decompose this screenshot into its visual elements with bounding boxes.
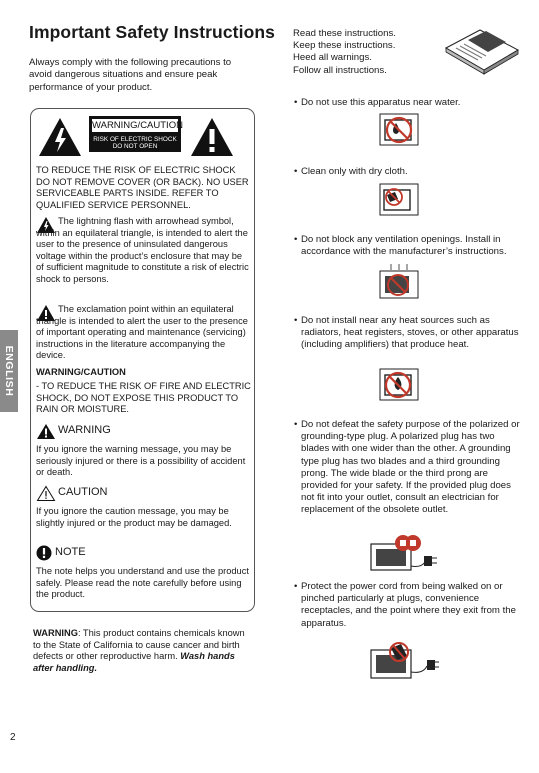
prop65-label: WARNING <box>33 628 78 638</box>
read-line: Follow all instructions. <box>293 64 387 76</box>
fire-notice: - TO REDUCE THE RISK OF FIRE AND ELECTRIC SHOCK, DO NOT EXPOSE THIS PRODUCT TO RAIN OR MOISTURE. <box>36 381 251 415</box>
exclamation-triangle-icon <box>189 116 235 158</box>
warning-label-sub2: DO NOT OPEN <box>112 143 158 151</box>
note-text: The note helps you understand and use the product safely. Please read the note carefully before using the product. <box>36 566 249 600</box>
bullet-ventilation: • Do not block any ventilation openings. Install in accordance with the manufacturer’s instructions. <box>301 234 521 258</box>
heat-icon <box>379 368 419 401</box>
warning-label-top: WARNING/CAUTION <box>92 120 183 131</box>
page-number: 2 <box>10 732 16 743</box>
cloth-icon <box>379 183 419 216</box>
bullet-plug: • Do not defeat the safety purpose of the polarized or grounding-type plug. A polarized plug has two blades with one wider than the other. A grounding type plug has two blades and a third grounding prong. The wide blade or the third prong are provided for your safety. If the provided plug does not fit into your outlet, consult an electrician for replacement of the obsolete outlet. <box>301 419 521 517</box>
read-line: Read these instructions. <box>293 28 396 39</box>
caution-text: If you ignore the caution message, you may be slightly injured or the product may be damaged. <box>36 506 232 528</box>
language-tab-label: ENGLISH <box>3 345 15 397</box>
ventilation-icon <box>379 264 419 299</box>
read-line: Heed all warnings. <box>293 52 372 64</box>
lightning-text: The lightning flash with arrowhead symbol, within an equilateral triangle, is intended to alert the user to the presence of uninsulated dangerous voltage within the product’s enclosure that may be of sufficient magnitude to constitute a risk of electric shock to persons. <box>36 216 249 284</box>
page-title: Important Safety Instructions <box>29 22 275 42</box>
water-icon <box>379 113 419 146</box>
cord-icon <box>369 642 441 682</box>
bullet-water: • Do not use this apparatus near water. <box>301 97 521 109</box>
warning-text: If you ignore the warning message, you may be seriously injured or there is a possibility of accident or death. <box>36 444 246 478</box>
book-icon <box>442 26 522 76</box>
caution-icon <box>36 485 56 502</box>
shock-notice: TO REDUCE THE RISK OF ELECTRIC SHOCK DO NOT REMOVE COVER (OR BACK). NO USER SERVICEABLE PARTS INSIDE. REFER TO QUALIFIED SERVICE PERSONNEL. <box>36 165 249 210</box>
plug-icon <box>369 534 441 574</box>
warning-heading: WARNING <box>58 424 111 436</box>
wc-heading: WARNING/CAUTION <box>36 367 126 377</box>
exclamation-text: The exclamation point within an equilateral triangle is intended to alert the user to the presence of important operating and maintenance (servicing) instructions in the literature accompanying the device. <box>36 304 248 361</box>
language-tab <box>0 330 18 412</box>
note-icon <box>36 545 52 561</box>
prop65-warning <box>33 628 251 674</box>
read-line: Keep these instructions. <box>293 40 396 52</box>
lightning-triangle-icon <box>37 116 83 158</box>
intro-text: Always comply with the following precautions to avoid dangerous situations and ensure peak performance of your product. <box>29 57 232 93</box>
warning-icon <box>36 423 56 440</box>
warning-label <box>89 116 181 152</box>
prop65-emphasis: Wash hands after handling. <box>33 651 235 673</box>
bullet-cord: • Protect the power cord from being walked on or pinched particularly at plugs, convenience receptacles, and the point where they exit from the apparatus. <box>301 581 521 630</box>
bullet-cloth: • Clean only with dry cloth. <box>301 166 521 178</box>
read-instructions <box>293 28 443 77</box>
prop65-text: : This product contains chemicals known to the State of California to cause cancer and birth defects or other reproductive harm. <box>33 628 245 662</box>
caution-heading: CAUTION <box>58 486 108 498</box>
note-heading: NOTE <box>55 546 86 558</box>
warning-label-sub1: RISK OF ELECTRIC SHOCK <box>93 136 177 143</box>
bullet-heat: • Do not install near any heat sources such as radiators, heat registers, stoves, or other apparatus (including amplifiers) that produce heat. <box>301 315 521 352</box>
